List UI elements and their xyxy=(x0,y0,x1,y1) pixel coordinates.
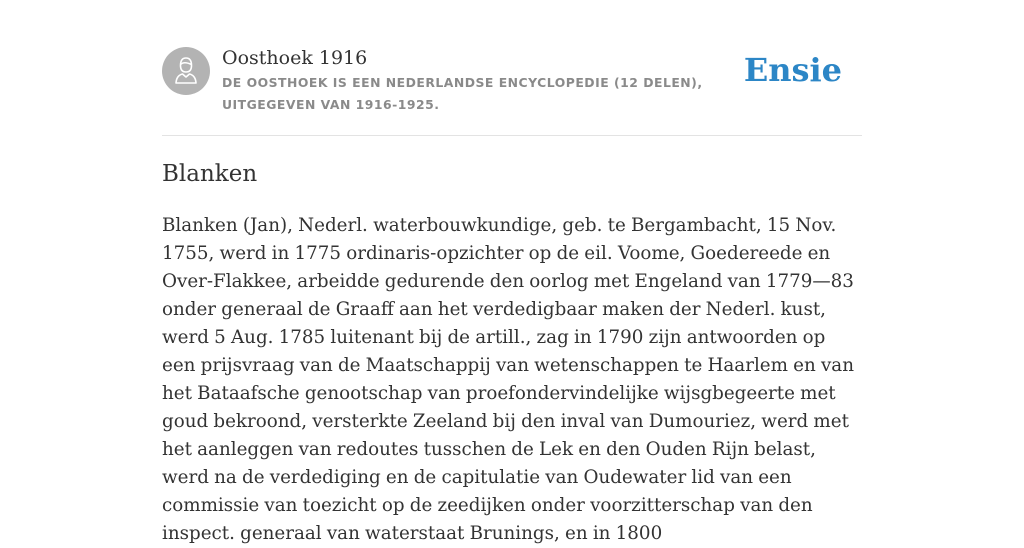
header-divider xyxy=(162,135,862,136)
source-title[interactable]: Oosthoek 1916 xyxy=(222,47,368,69)
source-header xyxy=(162,46,862,136)
entry-title: Blanken xyxy=(162,161,258,187)
entry-body: Blanken (Jan), Nederl. waterbouwkundige, geb. te Bergambacht, 15 Nov. 1755, werd in 1775 ordinaris-opzichter op de eil. Voome, Goedereede en Over-Flakkee, arbeidde gedurende den oorlog met Engeland van 1779—83 onder generaal de Graaff aan het verdedigbaar maken der Nederl. kust, werd 5 Aug. 1785 luitenant bij de artill., zag in 1790 zijn antwoorden op een prijsvraag van de Maatschappij van wetenschappen te Haarlem en van het Bataafsche genootschap van proefondervindelijke wijsgbegeerte met goud bekroond, versterkte Zeeland bij den inval van Dumouriez, werd met het aanleggen van redoutes tusschen de Lek en den Ouden Rijn belast, werd na de verdediging en de capitulatie van Oudewater lid van een commissie van toezicht op de zeedijken onder voorzitterschap van den inspect. generaal van waterstaat Brunings, en in 1800 xyxy=(162,215,854,544)
brand-logo[interactable]: Ensie xyxy=(743,51,842,89)
source-description: DE OOSTHOEK IS EEN NEDERLANDSE ENCYCLOPEDIE (12 DELEN), UITGEGEVEN VAN 1916-1925. xyxy=(222,75,703,112)
user-avatar-icon xyxy=(162,47,210,95)
